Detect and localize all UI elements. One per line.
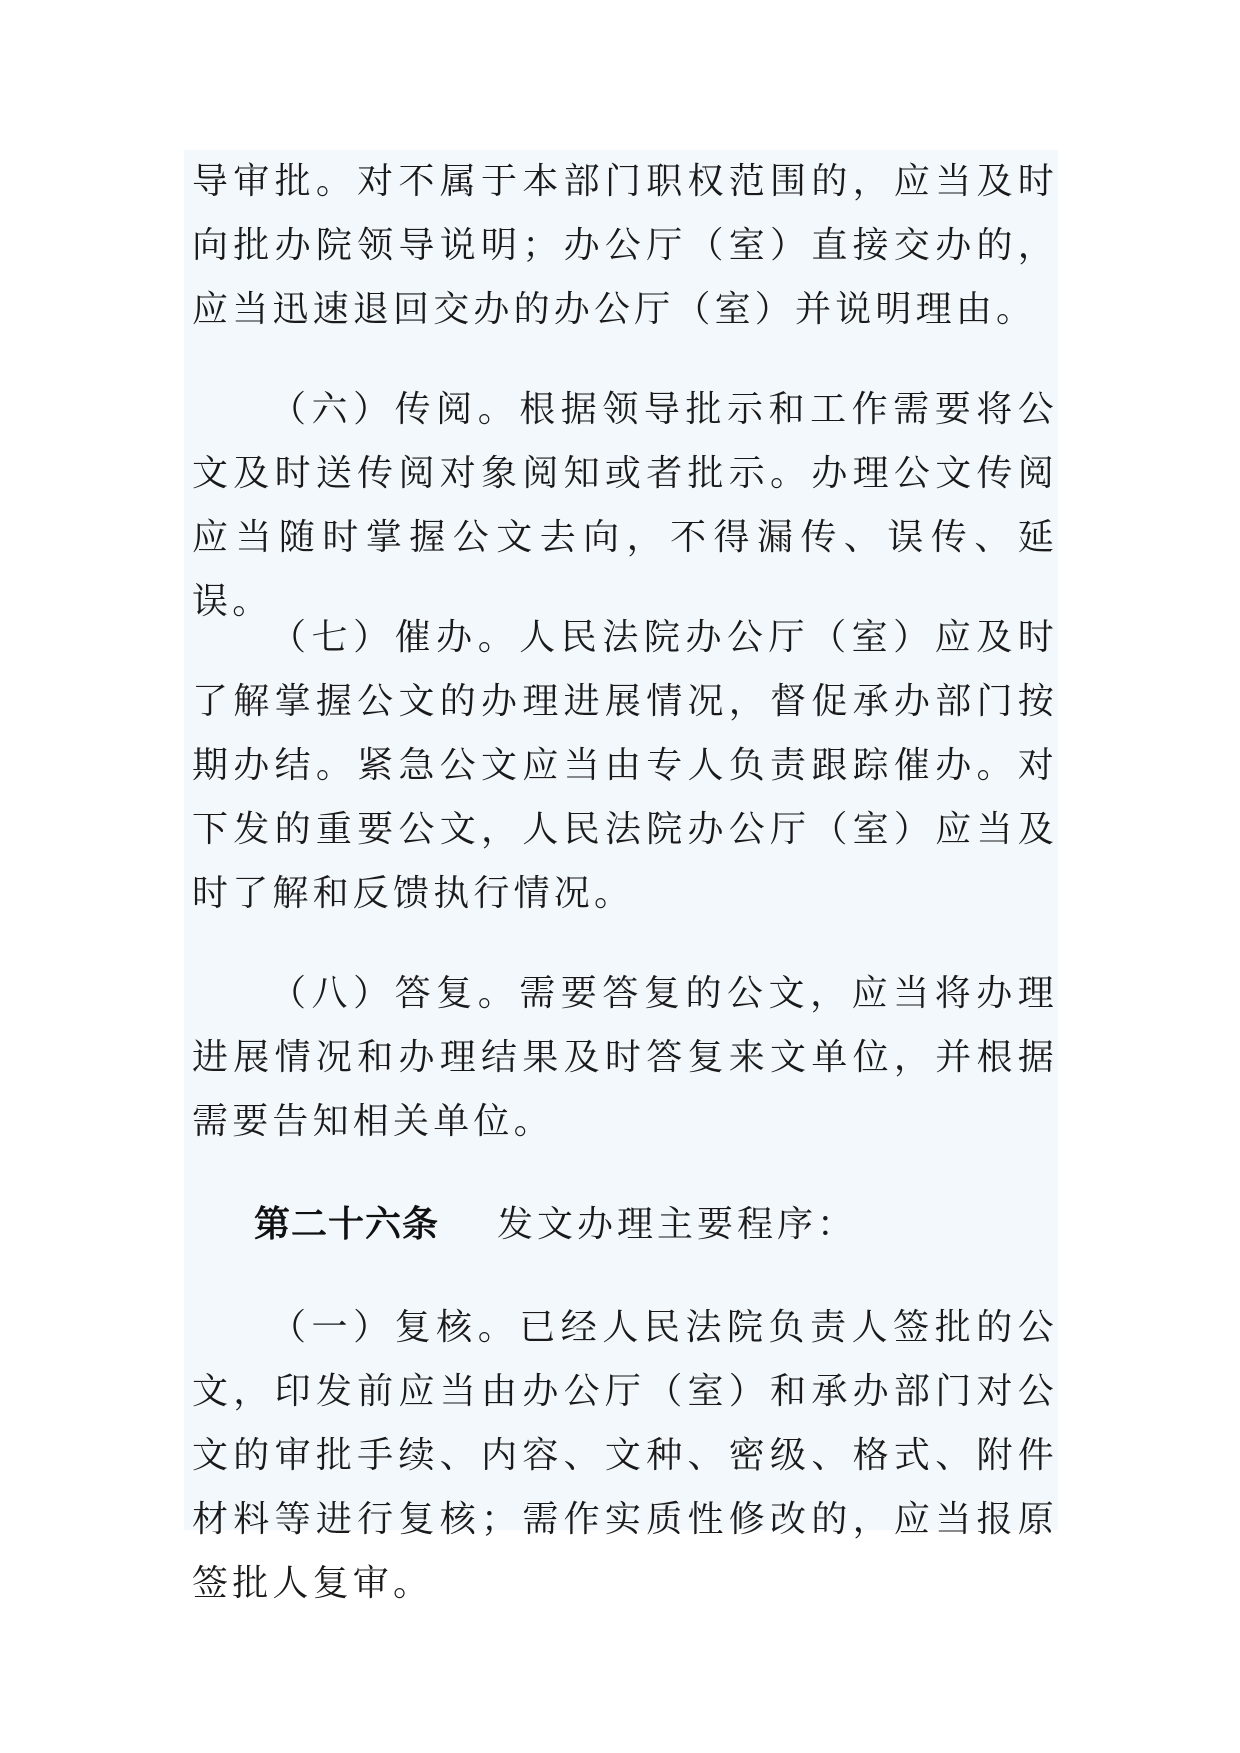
paragraph-review: （一）复核。已经人民法院负责人签批的公文，印发前应当由办公厅（室）和承办部门对公文的审批手续、内容、文种、密级、格式、附件材料等进行复核；需作实质性修改的，应当报原签批人复审。 (192, 1307, 1058, 1604)
article-heading (254, 1192, 857, 1256)
article-number: 第二十六条 (254, 1204, 440, 1245)
paragraph-reply: （八）答复。需要答复的公文，应当将办理进展情况和办理结果及时答复来文单位，并根据需要告知相关单位。 (192, 973, 1058, 1142)
document-body (184, 150, 1058, 1604)
paragraph-continuation: 导审批。对不属于本部门职权范围的，应当及时向批办院领导说明；办公厅（室）直接交办的，应当迅速退回交办的办公厅（室）并说明理由。 (192, 161, 1058, 330)
article-title: 发文办理主要程序： (497, 1204, 858, 1245)
paragraph-urging: （七）催办。人民法院办公厅（室）应及时了解掌握公文的办理进展情况，督促承办部门按期办结。紧急公文应当由专人负责跟踪催办。对下发的重要公文，人民法院办公厅（室）应当及时了解和反馈执行情况。 (192, 617, 1058, 914)
paragraph-circulation: （六）传阅。根据领导批示和工作需要将公文及时送传阅对象阅知或者批示。办理公文传阅应当随时掌握公文去向，不得漏传、误传、延误。 (192, 389, 1058, 622)
